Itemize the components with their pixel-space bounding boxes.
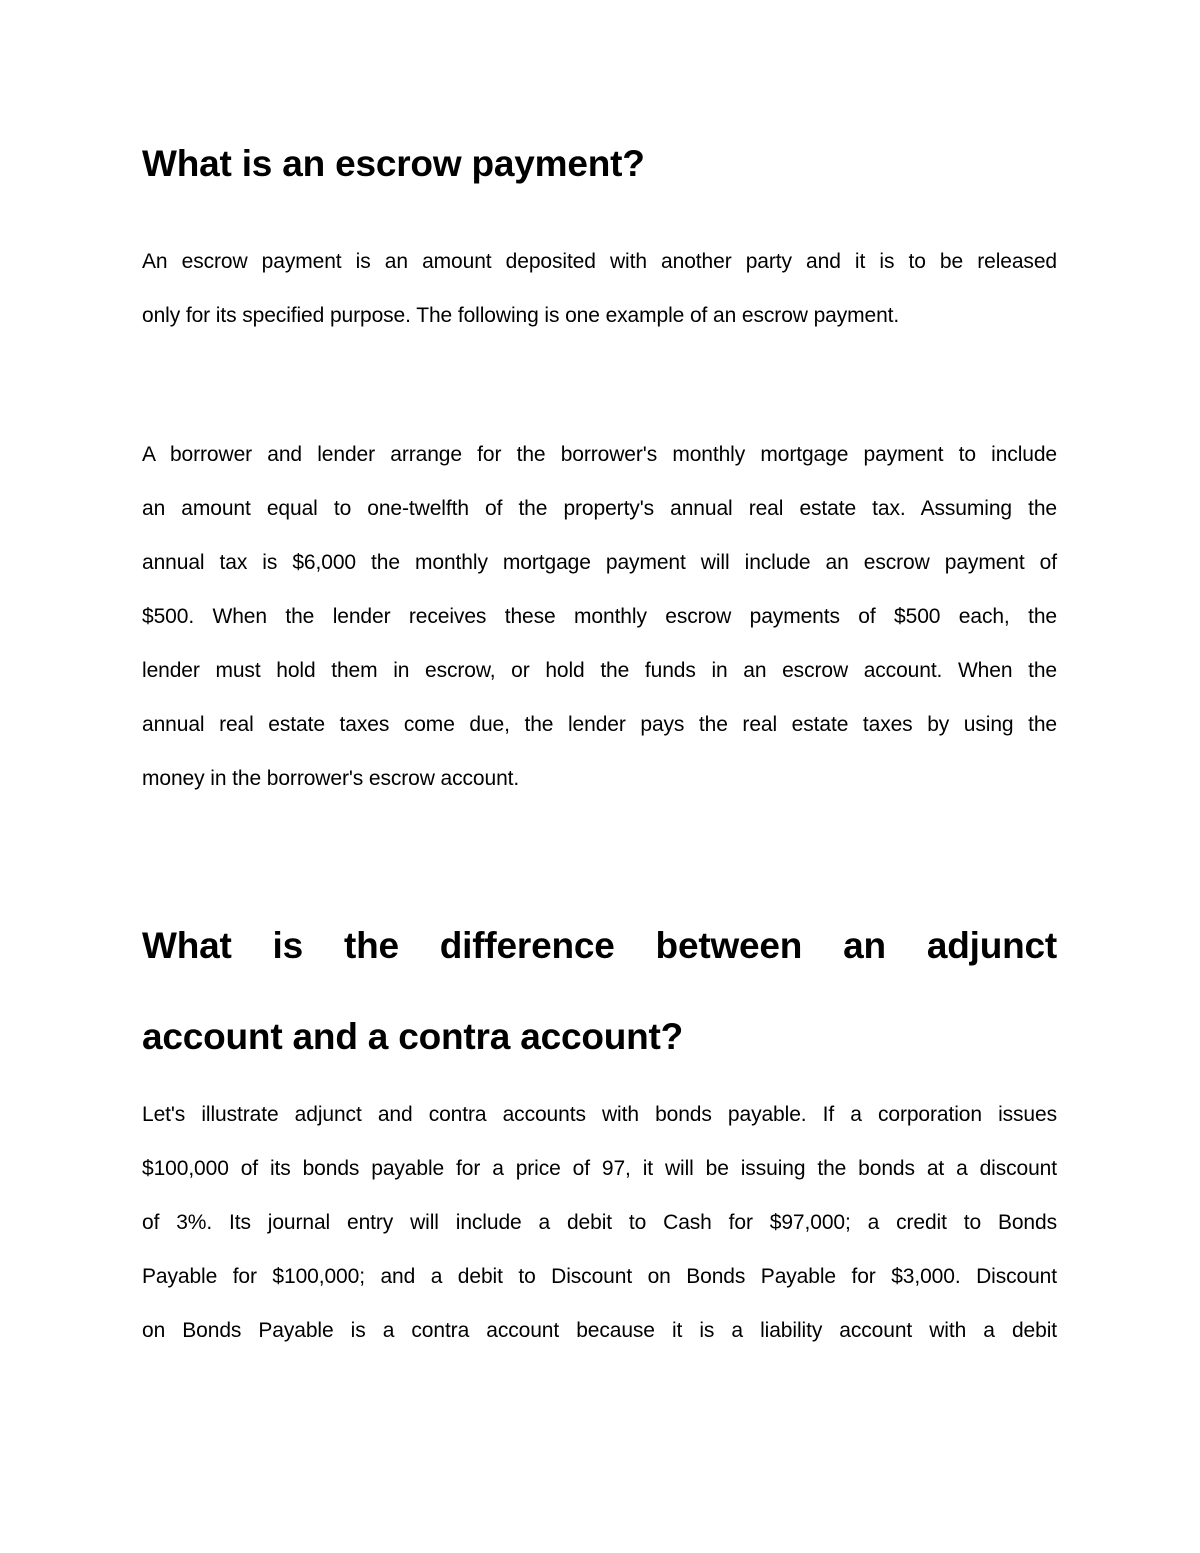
heading-adjunct-vs-contra [142,900,1057,1082]
paragraph-escrow-definition [142,235,1057,343]
text-line: $100,000 of its bonds payable for a price of 97, it will be issuing the bonds at a discount [142,1157,1057,1180]
text-line: lender must hold them in escrow, or hold the funds in an escrow account. When the [142,659,1057,682]
text-line: annual real estate taxes come due, the lender pays the real estate taxes by using the [142,713,1057,736]
text-line: A borrower and lender arrange for the borrower's monthly mortgage payment to include [142,443,1057,466]
paragraph-bonds-example [142,1088,1057,1358]
text-line: annual tax is $6,000 the monthly mortgage payment will include an escrow payment of [142,551,1057,574]
text-line: of 3%. Its journal entry will include a debit to Cash for $97,000; a credit to Bonds [142,1211,1057,1234]
heading-line: What is the difference between an adjunct [142,925,1057,966]
text-line: $500. When the lender receives these monthly escrow payments of $500 each, the [142,605,1057,628]
heading-escrow-payment: What is an escrow payment? [142,143,645,184]
text-line: Let's illustrate adjunct and contra accounts with bonds payable. If a corporation issues [142,1103,1057,1126]
text-line: money in the borrower's escrow account. [142,767,520,790]
text-line: on Bonds Payable is a contra account because it is a liability account with a debit [142,1319,1057,1342]
paragraph-escrow-example [142,428,1057,806]
text-line: an amount equal to one-twelfth of the property's annual real estate tax. Assuming the [142,497,1057,520]
text-line: only for its specified purpose. The following is one example of an escrow payment. [142,304,900,327]
text-line: An escrow payment is an amount deposited with another party and it is to be released [142,250,1057,273]
heading-line: account and a contra account? [142,1016,684,1057]
text-line: Payable for $100,000; and a debit to Discount on Bonds Payable for $3,000. Discount [142,1265,1057,1288]
